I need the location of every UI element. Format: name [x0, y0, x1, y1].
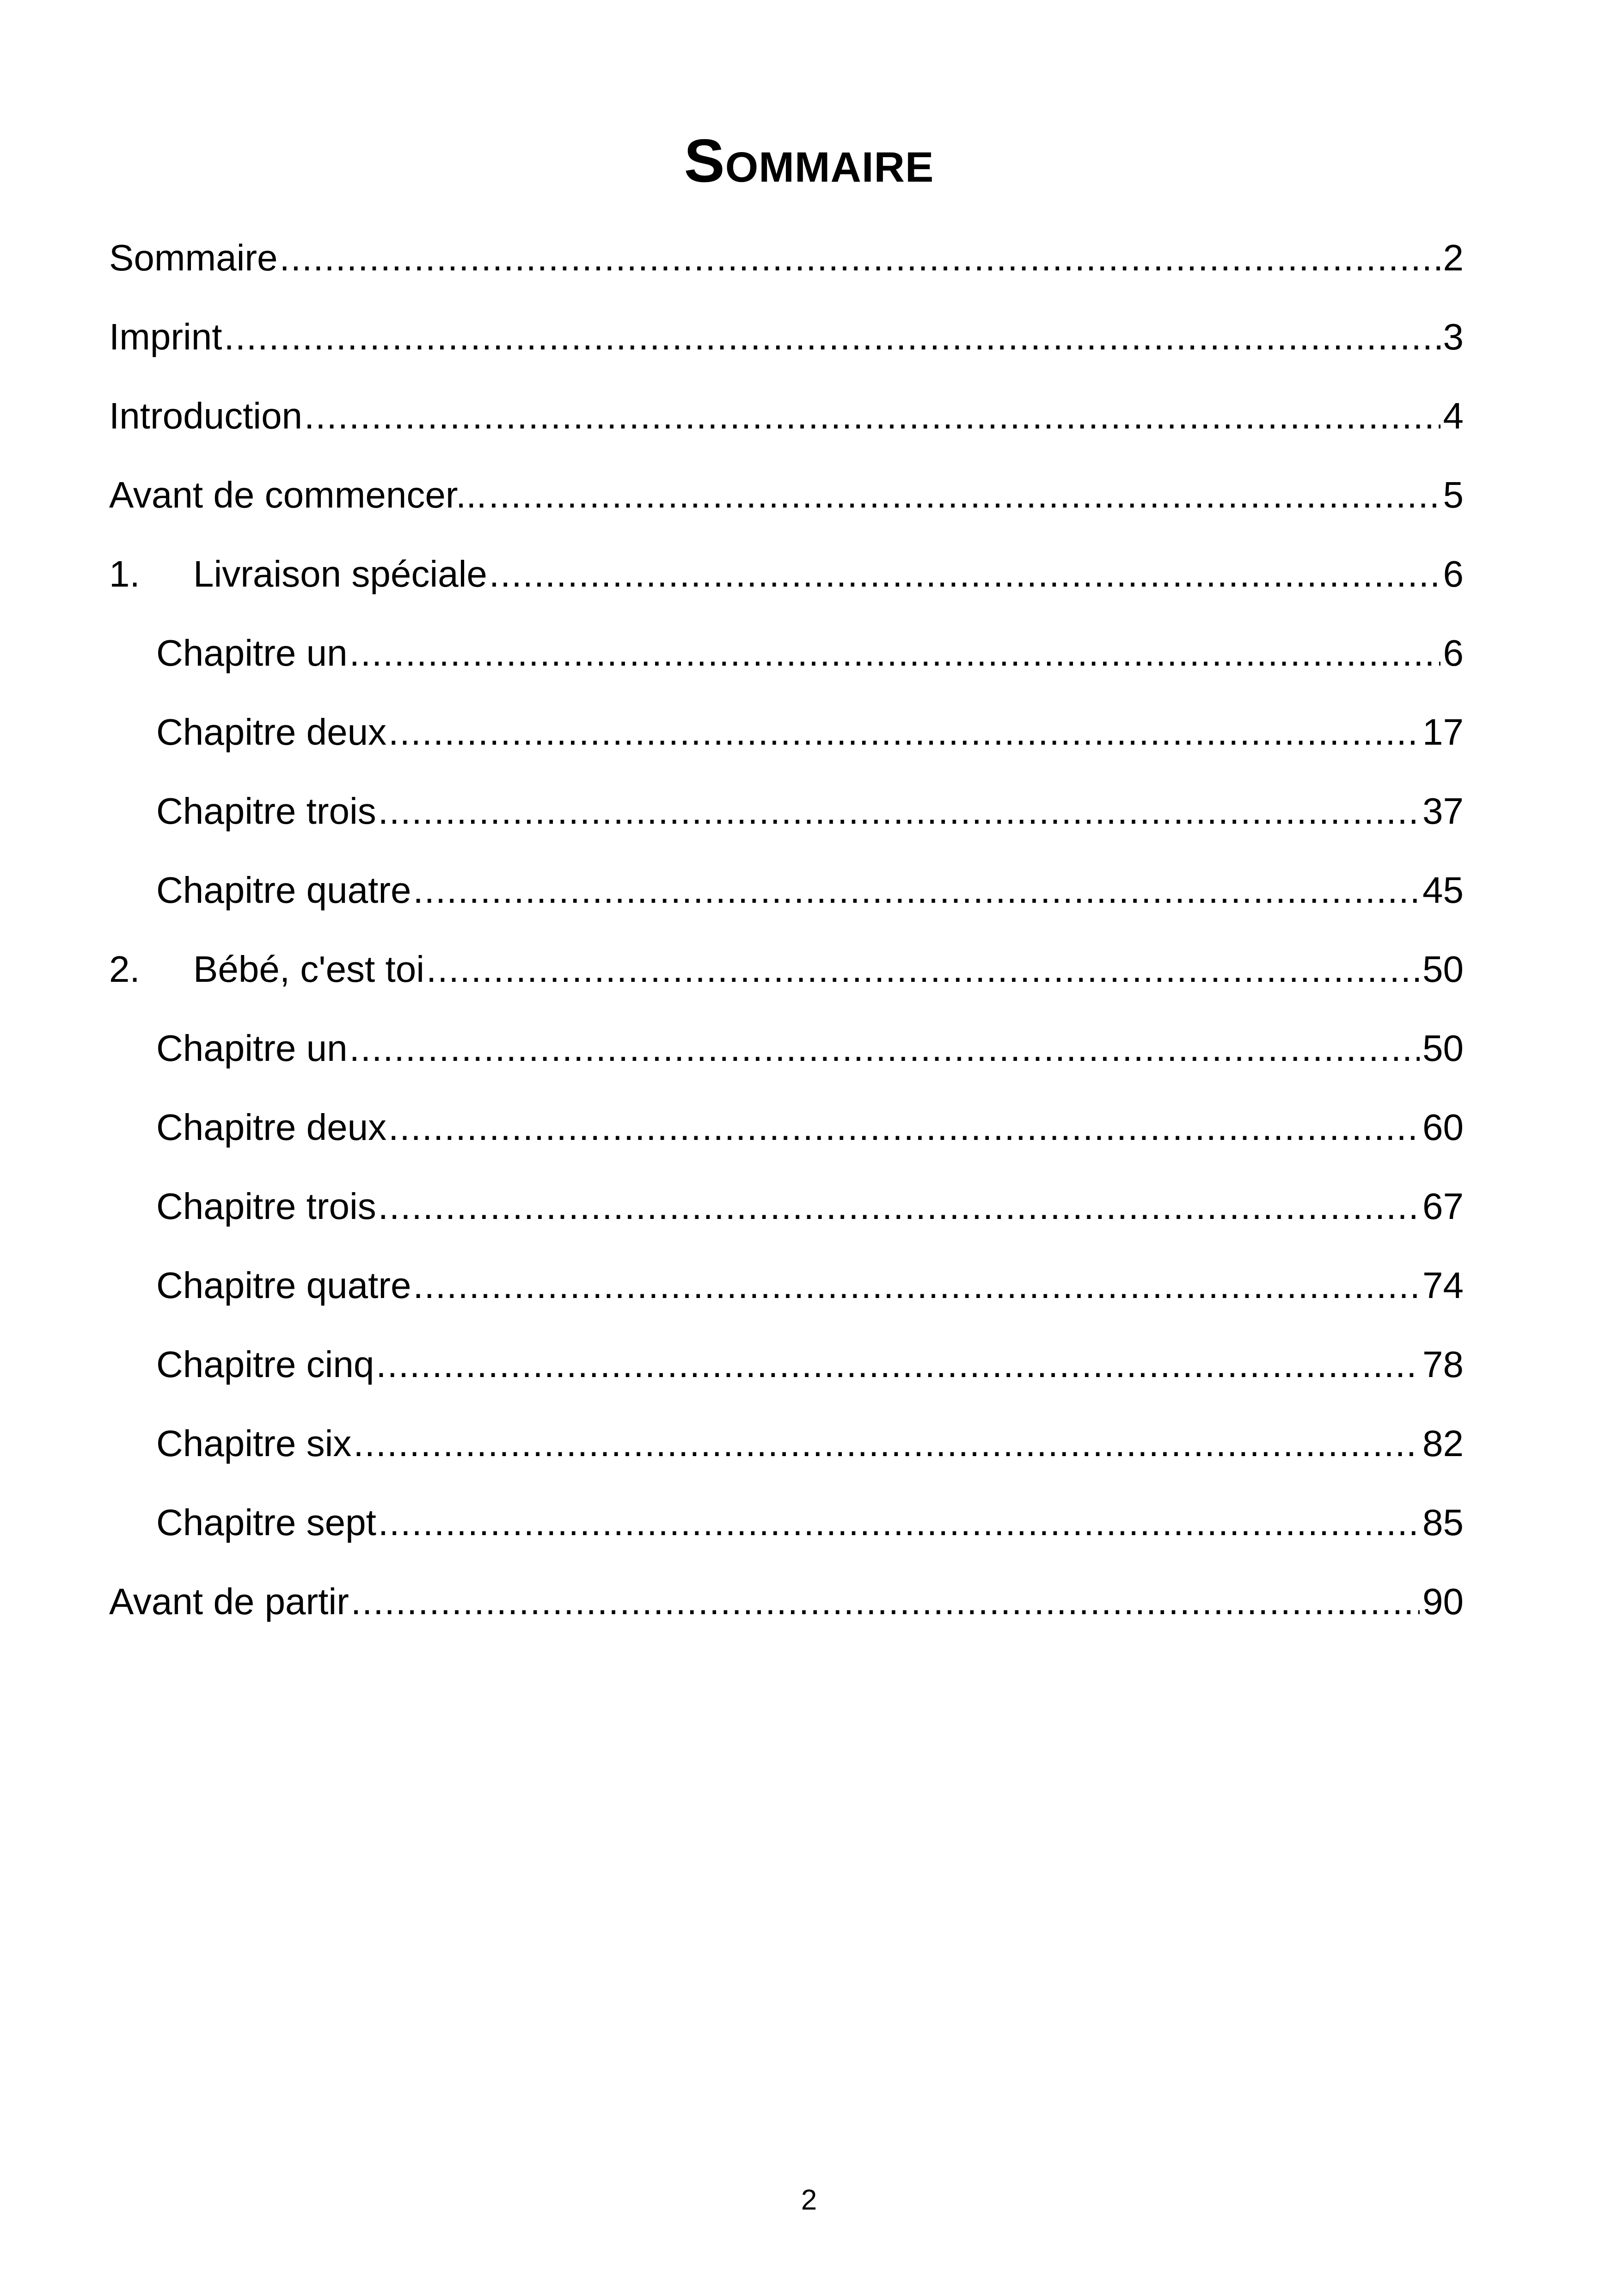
toc-dot-leader — [304, 393, 1440, 439]
toc-entry-label: Avant de commencer... — [109, 474, 487, 515]
toc-entry-label: Chapitre six — [156, 1422, 352, 1464]
toc-entry-label: Bébé, c'est toi — [193, 948, 424, 990]
toc-entry[interactable] — [109, 1562, 1464, 1641]
toc-dot-leader — [413, 1262, 1420, 1309]
toc-dot-leader — [413, 867, 1420, 913]
toc-entry-page: 50 — [1422, 948, 1464, 990]
toc-entry-page: 4 — [1443, 395, 1464, 436]
toc-entry-page: 82 — [1422, 1422, 1464, 1464]
toc-entry-label: Livraison spéciale — [193, 553, 487, 594]
toc-dot-leader — [280, 235, 1440, 281]
toc-entry-page: 90 — [1422, 1580, 1464, 1622]
toc-subentry[interactable] — [109, 613, 1464, 692]
toc-dot-leader — [349, 1025, 1420, 1071]
toc-dot-leader — [378, 1500, 1420, 1546]
toc-entry-page: 45 — [1422, 869, 1464, 911]
toc-dot-leader — [224, 314, 1440, 360]
toc-entry-page: 78 — [1422, 1343, 1464, 1385]
toc-entry-page: 5 — [1443, 474, 1464, 515]
toc-entry-page: 6 — [1443, 553, 1464, 594]
toc-entry-label: Chapitre quatre — [156, 1264, 411, 1306]
page-title: Sommaire — [684, 127, 934, 195]
toc-subentry[interactable] — [109, 1088, 1464, 1167]
toc-entry-page: 17 — [1422, 711, 1464, 753]
toc-entry-page: 85 — [1422, 1501, 1464, 1543]
toc-dot-leader — [426, 946, 1420, 992]
toc-entry-page: 6 — [1443, 632, 1464, 673]
toc-entry-label: Chapitre sept — [156, 1501, 376, 1543]
toc-entry-label: Chapitre trois — [156, 790, 376, 832]
toc-entry-number: 1. — [109, 553, 140, 594]
toc-entry[interactable] — [109, 297, 1464, 376]
toc-dot-leader — [376, 1341, 1420, 1388]
toc-entry-page: 74 — [1422, 1264, 1464, 1306]
toc-subentry[interactable] — [109, 1483, 1464, 1562]
toc-entry-label: Imprint — [109, 316, 222, 357]
toc-entry-page: 50 — [1422, 1027, 1464, 1069]
toc-entry-page: 60 — [1422, 1106, 1464, 1148]
toc-entry-label: Chapitre un — [156, 1027, 348, 1069]
toc-entry[interactable] — [109, 455, 1464, 534]
table-of-contents — [109, 218, 1464, 1641]
toc-dot-leader — [489, 551, 1440, 597]
toc-entry-label: Sommaire — [109, 237, 278, 278]
toc-entry-label: Chapitre deux — [156, 711, 387, 753]
toc-entry-page: 67 — [1422, 1185, 1464, 1227]
toc-dot-leader — [378, 788, 1420, 834]
toc-entry[interactable] — [109, 534, 1464, 613]
toc-subentry[interactable] — [109, 1325, 1464, 1404]
toc-entry-label: Chapitre un — [156, 632, 348, 673]
toc-dot-leader — [388, 1104, 1420, 1151]
toc-subentry[interactable] — [109, 1246, 1464, 1325]
toc-entry-label: Introduction — [109, 395, 303, 436]
toc-entry-label: Chapitre trois — [156, 1185, 376, 1227]
toc-subentry[interactable] — [109, 1167, 1464, 1246]
toc-entry[interactable] — [109, 376, 1464, 455]
toc-dot-leader — [349, 630, 1440, 676]
toc-entry-page: 2 — [1443, 237, 1464, 278]
toc-subentry[interactable] — [109, 1404, 1464, 1483]
toc-entry-label: Avant de partir — [109, 1580, 349, 1622]
toc-entry-number: 2. — [109, 948, 140, 990]
toc-dot-leader — [351, 1579, 1420, 1625]
toc-entry-label: Chapitre cinq — [156, 1343, 374, 1385]
toc-entry[interactable] — [109, 218, 1464, 297]
toc-entry[interactable] — [109, 930, 1464, 1009]
toc-subentry[interactable] — [109, 771, 1464, 851]
toc-dot-leader — [489, 472, 1440, 518]
toc-dot-leader — [388, 709, 1420, 755]
toc-subentry[interactable] — [109, 1009, 1464, 1088]
toc-dot-leader — [353, 1420, 1420, 1467]
toc-subentry[interactable] — [109, 692, 1464, 771]
toc-subentry[interactable] — [109, 851, 1464, 930]
toc-entry-label: Chapitre quatre — [156, 869, 411, 911]
toc-entry-label: Chapitre deux — [156, 1106, 387, 1148]
toc-entry-page: 37 — [1422, 790, 1464, 832]
toc-dot-leader — [378, 1183, 1420, 1230]
page-number: 2 — [801, 2184, 817, 2216]
toc-entry-page: 3 — [1443, 316, 1464, 357]
